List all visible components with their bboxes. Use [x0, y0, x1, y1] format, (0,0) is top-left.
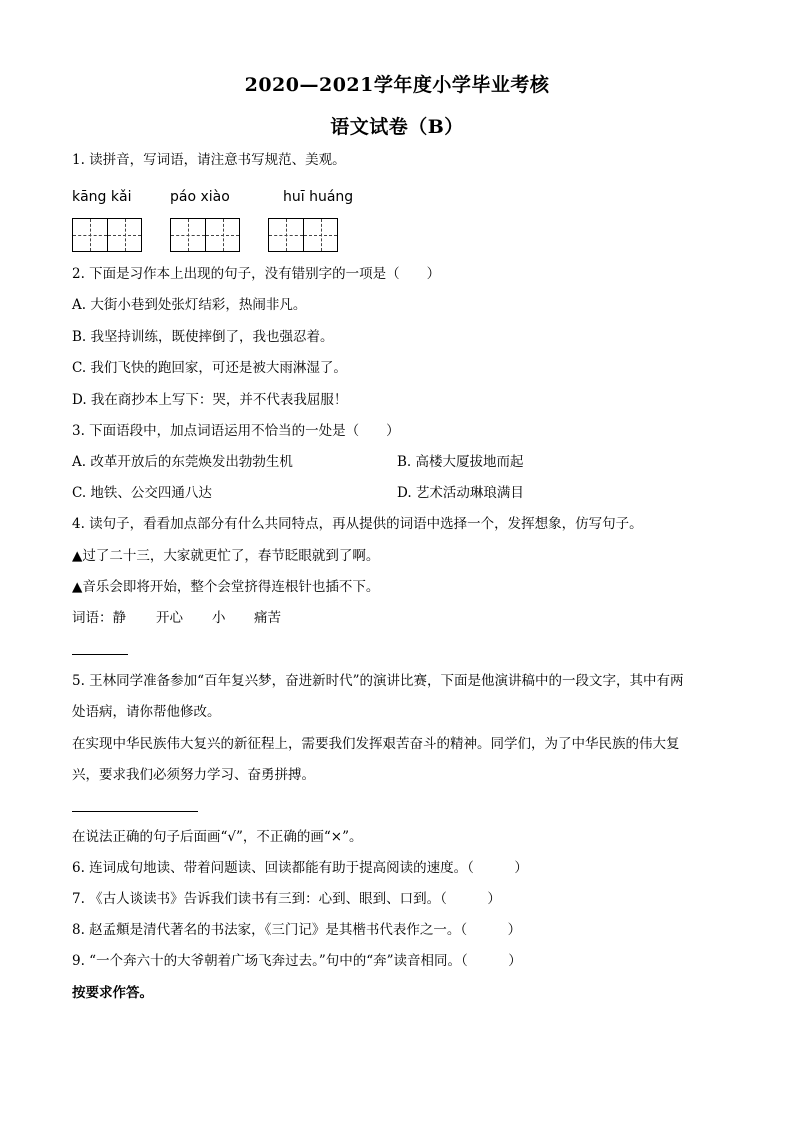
- q4-word-3: 痛苦: [254, 610, 281, 626]
- q2-option-a: A. 大街小巷到处张灯结彩，热闹非凡。: [72, 297, 307, 313]
- q2-option-d: D. 我在商抄本上写下：哭，并不代表我屈服！: [72, 392, 348, 408]
- grid-cell[interactable]: [303, 219, 337, 251]
- grid-cell[interactable]: [73, 219, 107, 251]
- grid-cell[interactable]: [107, 219, 141, 251]
- judge-instruction: 在说法正确的句子后面画“√”，不正确的画“×”。: [72, 829, 363, 845]
- q4-words-label: 词语：静: [72, 610, 126, 626]
- q4-sentence-1: ▲过了二十三，大家就更忙了，春节眨眼就到了啊。: [72, 548, 380, 564]
- q3-option-c: C. 地铁、公交四通八达: [72, 485, 212, 501]
- grid-cell[interactable]: [205, 219, 239, 251]
- section-heading: 按要求作答。: [72, 985, 153, 1001]
- q5-prompt-line-2: 处语病，请你帮他修改。: [72, 704, 221, 720]
- q3-option-a: A. 改革开放后的东莞焕发出勃勃生机: [72, 454, 293, 470]
- writing-grid-2[interactable]: [170, 218, 240, 252]
- q4-sentence-2: ▲音乐会即将开始，整个会堂挤得连根针也插不下。: [72, 579, 380, 595]
- pinyin-1: kāng kǎi: [72, 189, 132, 205]
- q3-option-d: D. 艺术活动琳琅满目: [397, 485, 524, 501]
- q3-prompt: 3. 下面语段中，加点词语运用不恰当的一处是（ ）: [72, 423, 400, 439]
- q4-answer-blank[interactable]: [72, 654, 128, 655]
- q4-word-2: 小: [212, 610, 226, 626]
- judge-item-6: 6. 连词成句地读、带着问题读、回读都能有助于提高阅读的速度。（ ）: [72, 860, 528, 876]
- judge-item-7: 7. 《古人谈读书》告诉我们读书有三到：心到、眼到、口到。（ ）: [72, 891, 501, 907]
- writing-grid-3[interactable]: [268, 218, 338, 252]
- q2-prompt: 2. 下面是习作本上出现的句子，没有错别字的一项是（ ）: [72, 266, 441, 282]
- judge-item-8: 8. 赵孟頫是清代著名的书法家，《三门记》是其楷书代表作之一。（ ）: [72, 922, 522, 938]
- q5-passage-line-2: 兴，要求我们必须努力学习、奋勇拼搏。: [72, 767, 315, 783]
- grid-cell[interactable]: [269, 219, 303, 251]
- exam-title: 2020—2021学年度小学毕业考核: [244, 74, 550, 96]
- q5-answer-blank[interactable]: [72, 811, 198, 812]
- q5-passage-line-1: 在实现中华民族伟大复兴的新征程上，需要我们发挥艰苦奋斗的精神。同学们，为了中华民族的伟大复: [72, 736, 680, 752]
- q3-option-b: B. 高楼大厦拔地而起: [397, 454, 524, 470]
- pinyin-2: páo xiào: [170, 189, 230, 205]
- exam-subtitle: 语文试卷（B）: [330, 116, 464, 138]
- q2-option-c: C. 我们飞快的跑回家，可还是被大雨淋湿了。: [72, 360, 347, 376]
- grid-cell[interactable]: [171, 219, 205, 251]
- pinyin-3: huī huáng: [283, 189, 354, 205]
- q5-prompt-line-1: 5. 王林同学准备参加“百年复兴梦，奋进新时代”的演讲比赛，下面是他演讲稿中的一段文字，其中有两: [72, 673, 684, 689]
- q4-prompt: 4. 读句子，看看加点部分有什么共同特点，再从提供的词语中选择一个，发挥想象，仿写句子。: [72, 516, 643, 532]
- q1-prompt: 1. 读拼音，写词语，请注意书写规范、美观。: [72, 152, 346, 168]
- q4-word-1: 开心: [156, 610, 183, 626]
- judge-item-9: 9. “一个奔六十的大爷朝着广场飞奔过去。”句中的“奔”读音相同。（ ）: [72, 953, 522, 969]
- writing-grid-1[interactable]: [72, 218, 142, 252]
- q2-option-b: B. 我坚持训练，既使摔倒了，我也强忍着。: [72, 329, 334, 345]
